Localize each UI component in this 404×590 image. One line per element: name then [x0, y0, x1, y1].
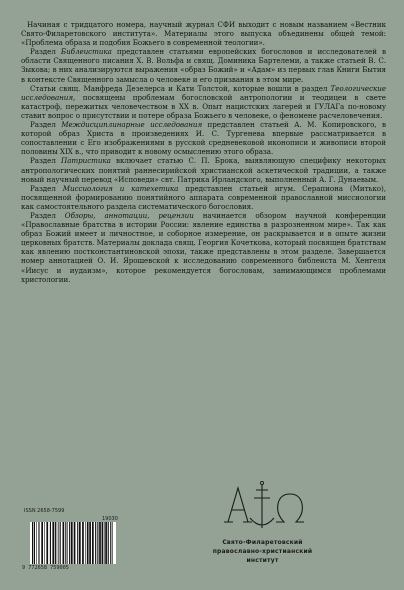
- paragraph: [21, 156, 386, 183]
- barcode-block: [22, 508, 118, 576]
- section-name: Миссиология и катехетика: [62, 183, 179, 193]
- paragraph-text: начинается обзором научной конференции «Православные братства в истории России: явление единства в разрозненном мире». Так как образ Божий имеет и личностное, и соборное измерение, он раскрывается и в опыте жизни церковных братств. Материалы доклада свящ. Георгия Кочеткова, который посвящен братствам как явлению постконстантиновской эпохи, также представлены в этом разделе. Завершается номер аннотацией О. И. Ярошевской к исследованию современного библеиста М. Хенгеля «Иисус и иудаизм», которое рекомендуется богословам, занимающимся проблемами христологии.: [21, 210, 386, 284]
- section-name: Междисциплинарные исследования: [61, 120, 203, 130]
- paragraph: [21, 211, 386, 284]
- paragraph-text: представлен статьей игум. Серапиона (Митько), посвященной формированию понятийного аппарата современной православной миссиологии как самостоятельного раздела систематического богословия.: [21, 183, 386, 211]
- institute-line-3: институт: [246, 557, 279, 564]
- paragraph-text: включает статью С. П. Брока, выявляющую специфику некоторых антропологических понятий раннесирийской христианской аскетической традиции, а также новый научный перевод «Исповеди» свт. Патрика Ирландского, выполненный А. Г. Дунаевым.: [21, 156, 386, 184]
- paragraph-text: , посвящены проблемам богословской антропологии и теодицеи в свете катастроф, пережитых человечеством в XX в. Опыт нацистских лагерей и ГУЛАГа по-новому ставит вопрос о присутствии и потере образа Божьего в человеке, о феномене расчеловечения.: [21, 92, 386, 120]
- paragraph: [21, 47, 386, 83]
- paragraph: [21, 184, 386, 211]
- section-name: Библеистика: [60, 47, 112, 57]
- paragraph: [21, 120, 386, 156]
- paragraph-text: Статьи свящ. Манфреда Дезелерса и Кати Толстой, которые вошли в раздел: [30, 83, 331, 93]
- paragraph-text: Раздел: [30, 156, 62, 166]
- institute-line-1: Свято-Филаретовский: [222, 539, 303, 546]
- paragraph-text: Раздел: [30, 210, 65, 220]
- paragraph-text: Раздел: [30, 47, 61, 57]
- paragraph-text: Раздел: [30, 183, 63, 193]
- section-name: Теологические исследования: [21, 83, 386, 102]
- paragraph: [21, 20, 386, 47]
- paragraph-text: Начиная с тридцатого номера, научный журнал СФИ выходит с новым названием «Вестник Свято-Филаретовского института». Материалы этого выпуска объединены общей темой: «Проблема образа и подобия Божьего в современной теологии».: [21, 20, 386, 48]
- issue-number: 19030: [102, 516, 118, 522]
- paragraph: [21, 84, 386, 120]
- section-name: Обзоры, аннотации, рецензии: [64, 210, 194, 220]
- annotation-text: [21, 20, 386, 284]
- barcode-bars: [30, 522, 116, 564]
- paragraph-text: представлен статьей А. М. Копировского, в которой образ Христа в произведениях И. С. Тургенева впервые рассматривается в сопоставлении с Его изображениями в русской средневековой иконописи и живописи второй половины XIX в., что приводит к новому осмыслению этого образа.: [21, 120, 386, 157]
- barcode-digits: 9 772658 759005: [22, 565, 69, 571]
- section-name: Патристика: [61, 156, 111, 166]
- institute-line-2: православно-христианский: [212, 548, 313, 555]
- alpha-omega-cross-icon: [200, 478, 324, 538]
- issn-label: ISSN 2658-7599: [24, 508, 65, 514]
- paragraph-text: представлен статьями европейских богословов и исследователей в области Священного писания Х. В. Вольфа и свящ. Доминика Бартелеми, а также статьей В. С. Зыкова; в них анализируются выражения «образ Божий» и «Адам» из первых глав Книги Бытия в контексте Священного замысла о человеке и его призвания в этом мире.: [21, 47, 386, 84]
- paragraph-text: Раздел: [30, 120, 62, 130]
- institute-name: [205, 538, 320, 565]
